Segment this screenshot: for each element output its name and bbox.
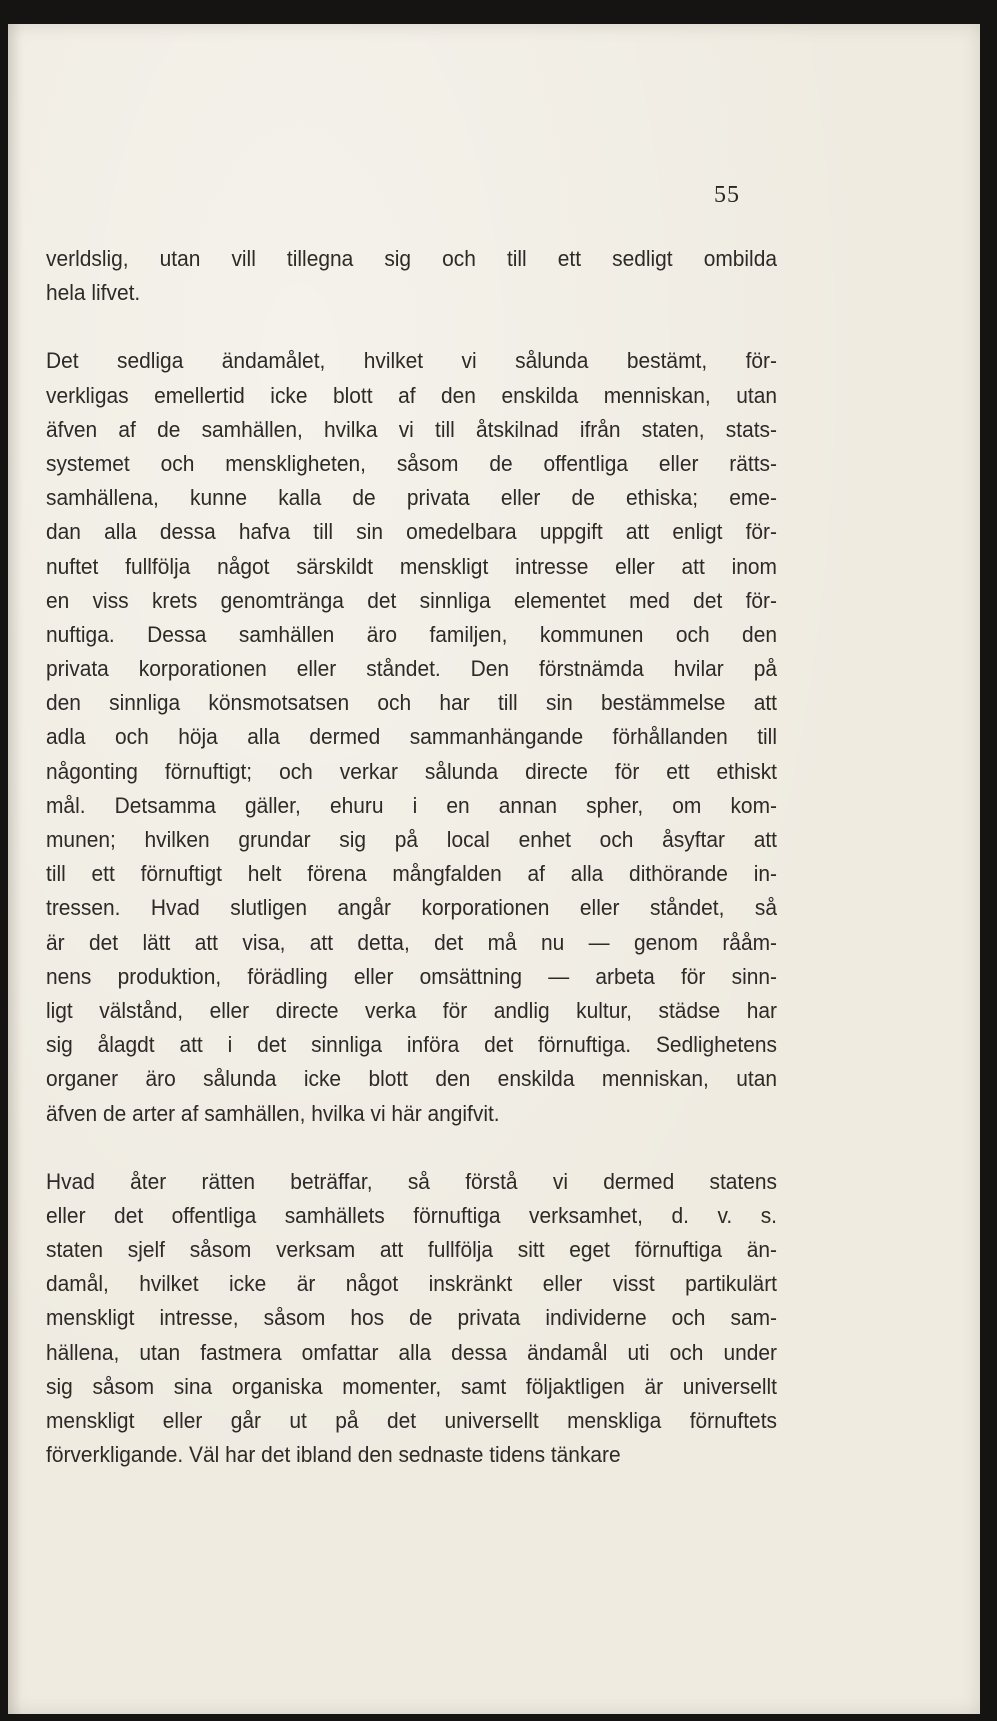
text-line: menskligt eller går ut på det universellt menskliga förnuftets [46, 1408, 777, 1433]
paragraph [46, 242, 777, 310]
body-text [46, 242, 777, 1472]
text-line: verkligas emellertid icke blott af den enskilda menniskan, utan [46, 382, 777, 408]
text-line: ligt välstånd, eller directe verka för andlig kultur, städse har [46, 997, 777, 1023]
text-line: organer äro sålunda icke blott den enskilda menniskan, utan [46, 1066, 777, 1092]
text-line: Hvad åter rätten beträffar, så förstå vi dermed statens [46, 1168, 777, 1194]
text-line: menskligt intresse, såsom hos de privata individerne och sam- [46, 1305, 777, 1331]
text-line: eller det offentliga samhällets förnuftiga verksamhet, d. v. s. [46, 1202, 777, 1228]
text-line: nens produktion, förädling eller omsättning — arbeta för sinn- [46, 963, 777, 989]
paragraph [46, 1165, 777, 1473]
text-line: staten sjelf såsom verksam att fullfölja sitt eget förnuftiga än- [46, 1237, 777, 1263]
text-line: nuftet fullfölja något särskildt menskligt intresse eller att inom [46, 553, 777, 579]
page-number: 55 [714, 182, 740, 208]
text-line: sig såsom sina organiska momenter, samt följaktligen är universellt [46, 1373, 777, 1399]
text-line: äfven de arter af samhällen, hvilka vi här angifvit. [46, 1100, 500, 1126]
text-line: hällena, utan fastmera omfattar alla dessa ändamål uti och under [46, 1339, 777, 1365]
text-line: dan alla dessa hafva till sin omedelbara uppgift att enligt för- [46, 519, 777, 545]
text-line: munen; hvilken grundar sig på local enhet och åsyftar att [46, 827, 777, 852]
text-line: en viss krets genomtränga det sinnliga elementet med det för- [46, 587, 777, 613]
text-line: sig ålagdt att i det sinnliga införa det förnuftiga. Sedlighetens [46, 1032, 777, 1058]
paragraph [46, 344, 777, 1130]
text-line: damål, hvilket icke är något inskränkt eller visst partikulärt [46, 1271, 777, 1297]
text-line: är det lätt att visa, att detta, det må nu — genom rååm- [46, 929, 777, 955]
text-line: verldslig, utan vill tillegna sig och till ett sedligt ombilda [46, 246, 777, 271]
text-line: adla och höja alla dermed sammanhängande förhållanden till [46, 724, 777, 750]
text-line: mål. Detsamma gäller, ehuru i en annan spher, om kom- [46, 792, 777, 818]
text-line: nuftiga. Dessa samhällen äro familjen, kommunen och den [46, 621, 777, 647]
text-line: någonting förnuftigt; och verkar sålunda directe för ett ethiskt [46, 758, 777, 784]
text-line: till ett förnuftigt helt förena mångfalden af alla dithörande in- [46, 861, 777, 887]
text-line: hela lifvet. [46, 280, 141, 306]
text-line: systemet och menskligheten, såsom de offentliga eller rätts- [46, 450, 777, 476]
text-line: äfven af de samhällen, hvilka vi till åtskilnad ifrån staten, stats- [46, 416, 777, 442]
text-line: samhällena, kunne kalla de privata eller de ethiska; eme- [46, 485, 777, 511]
text-line: tressen. Hvad slutligen angår korporationen eller ståndet, så [46, 895, 777, 921]
text-line: Det sedliga ändamålet, hvilket vi sålunda bestämt, för- [46, 348, 777, 374]
text-line: förverkligande. Väl har det ibland den sednaste tidens tänkare [46, 1442, 621, 1468]
book-page [8, 24, 980, 1714]
text-line: privata korporationen eller ståndet. Den förstnämda hvilar på [46, 656, 777, 682]
text-line: den sinnliga könsmotsatsen och har till sin bestämmelse att [46, 690, 777, 716]
